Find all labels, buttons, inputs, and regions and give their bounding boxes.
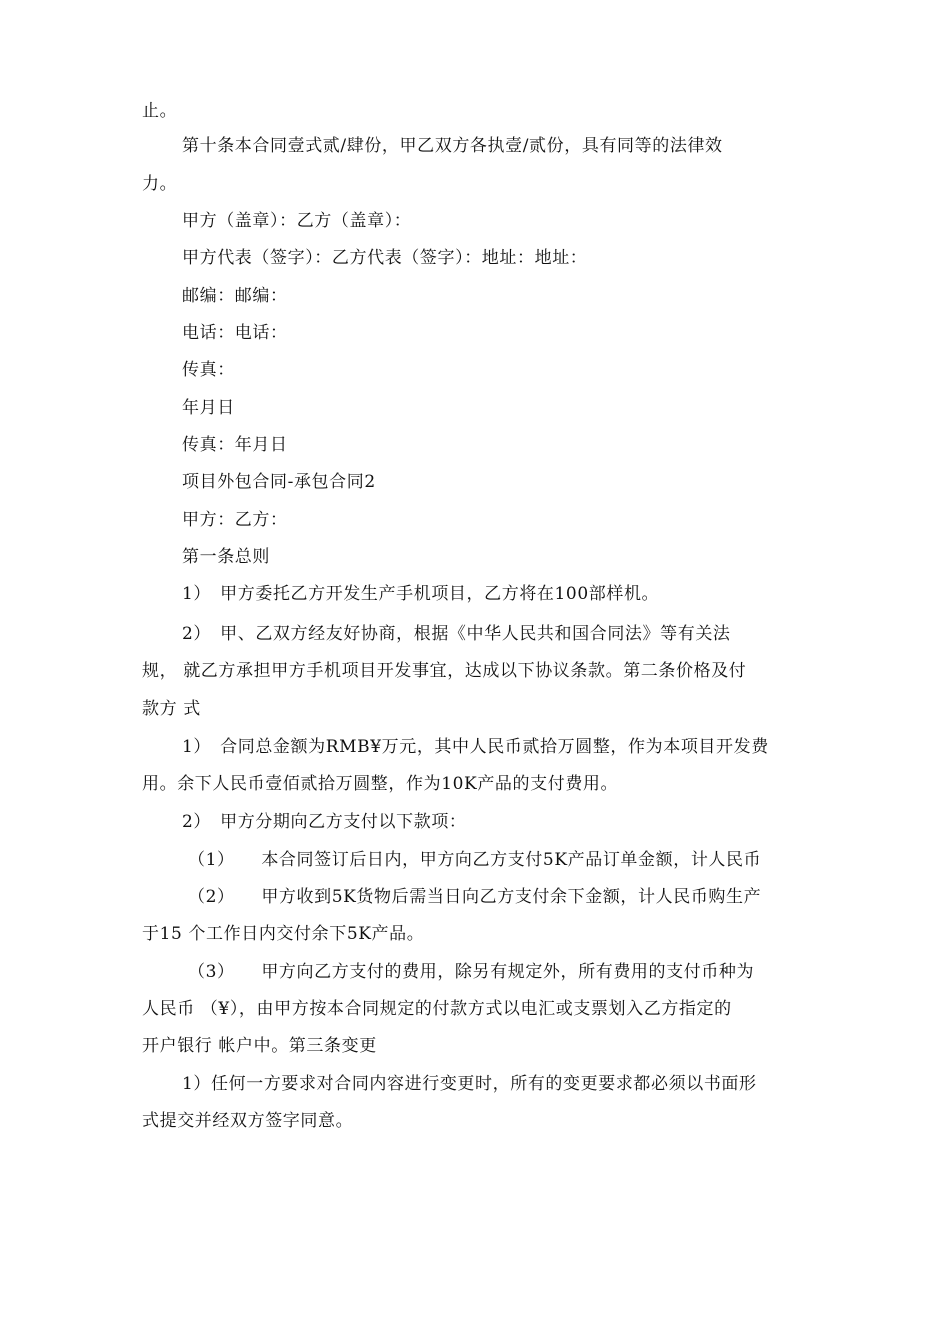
- text-line: 力。: [142, 174, 178, 194]
- text-line: 1） 合同总金额为RMB¥万元，其中人民币贰拾万圆整，作为本项目开发费: [182, 737, 769, 757]
- text-line: 开户银行 帐户中。第三条变更: [142, 1036, 377, 1056]
- text-line: 电话：电话：: [182, 323, 288, 343]
- text-line: （3） 甲方向乙方支付的费用，除另有规定外，所有费用的支付币种为: [188, 962, 755, 982]
- section-title: 项目外包合同-承包合同2: [182, 472, 376, 492]
- text-line: 规， 就乙方承担甲方手机项目开发事宜，达成以下协议条款。第二条价格及付: [142, 661, 747, 681]
- text-line: 甲方（盖章）：乙方（盖章）：: [182, 211, 412, 231]
- text-line: 于15 个工作日内交付余下5K产品。: [142, 924, 425, 944]
- text-line: 止。: [142, 101, 178, 121]
- text-line: （1） 本合同签订后日内，甲方向乙方支付5K产品订单金额，计人民币: [188, 850, 762, 870]
- article-heading: 第一条总则: [182, 547, 270, 567]
- text-line: 第十条本合同壹式贰/肆份，甲乙双方各执壹/贰份，具有同等的法律效: [182, 136, 723, 156]
- text-line: 2） 甲方分期向乙方支付以下款项：: [182, 812, 467, 832]
- text-line: 用。余下人民币壹佰贰拾万圆整，作为10K产品的支付费用。: [142, 774, 619, 794]
- text-line: 人民币 （¥），由甲方按本合同规定的付款方式以电汇或支票划入乙方指定的: [142, 999, 732, 1019]
- text-line: 传真：年月日: [182, 435, 288, 455]
- text-line: 传真：: [182, 360, 235, 380]
- text-line: （2） 甲方收到5K货物后需当日向乙方支付余下金额，计人民币购生产: [188, 887, 762, 907]
- text-line: 1） 甲方委托乙方开发生产手机项目，乙方将在100部样机。: [182, 584, 660, 604]
- text-line: 款方 式: [142, 699, 201, 719]
- text-line: 2） 甲、乙双方经友好协商，根据《中华人民共和国合同法》等有关法: [182, 624, 731, 644]
- text-line: 式提交并经双方签字同意。: [142, 1111, 354, 1131]
- text-line: 年月日: [182, 398, 235, 418]
- text-line: 1）任何一方要求对合同内容进行变更时，所有的变更要求都必须以书面形: [182, 1074, 757, 1094]
- text-line: 甲方代表（签字）：乙方代表（签字）：地址：地址：: [182, 248, 588, 268]
- text-line: 邮编：邮编：: [182, 286, 288, 306]
- text-line: 甲方：乙方：: [182, 510, 288, 530]
